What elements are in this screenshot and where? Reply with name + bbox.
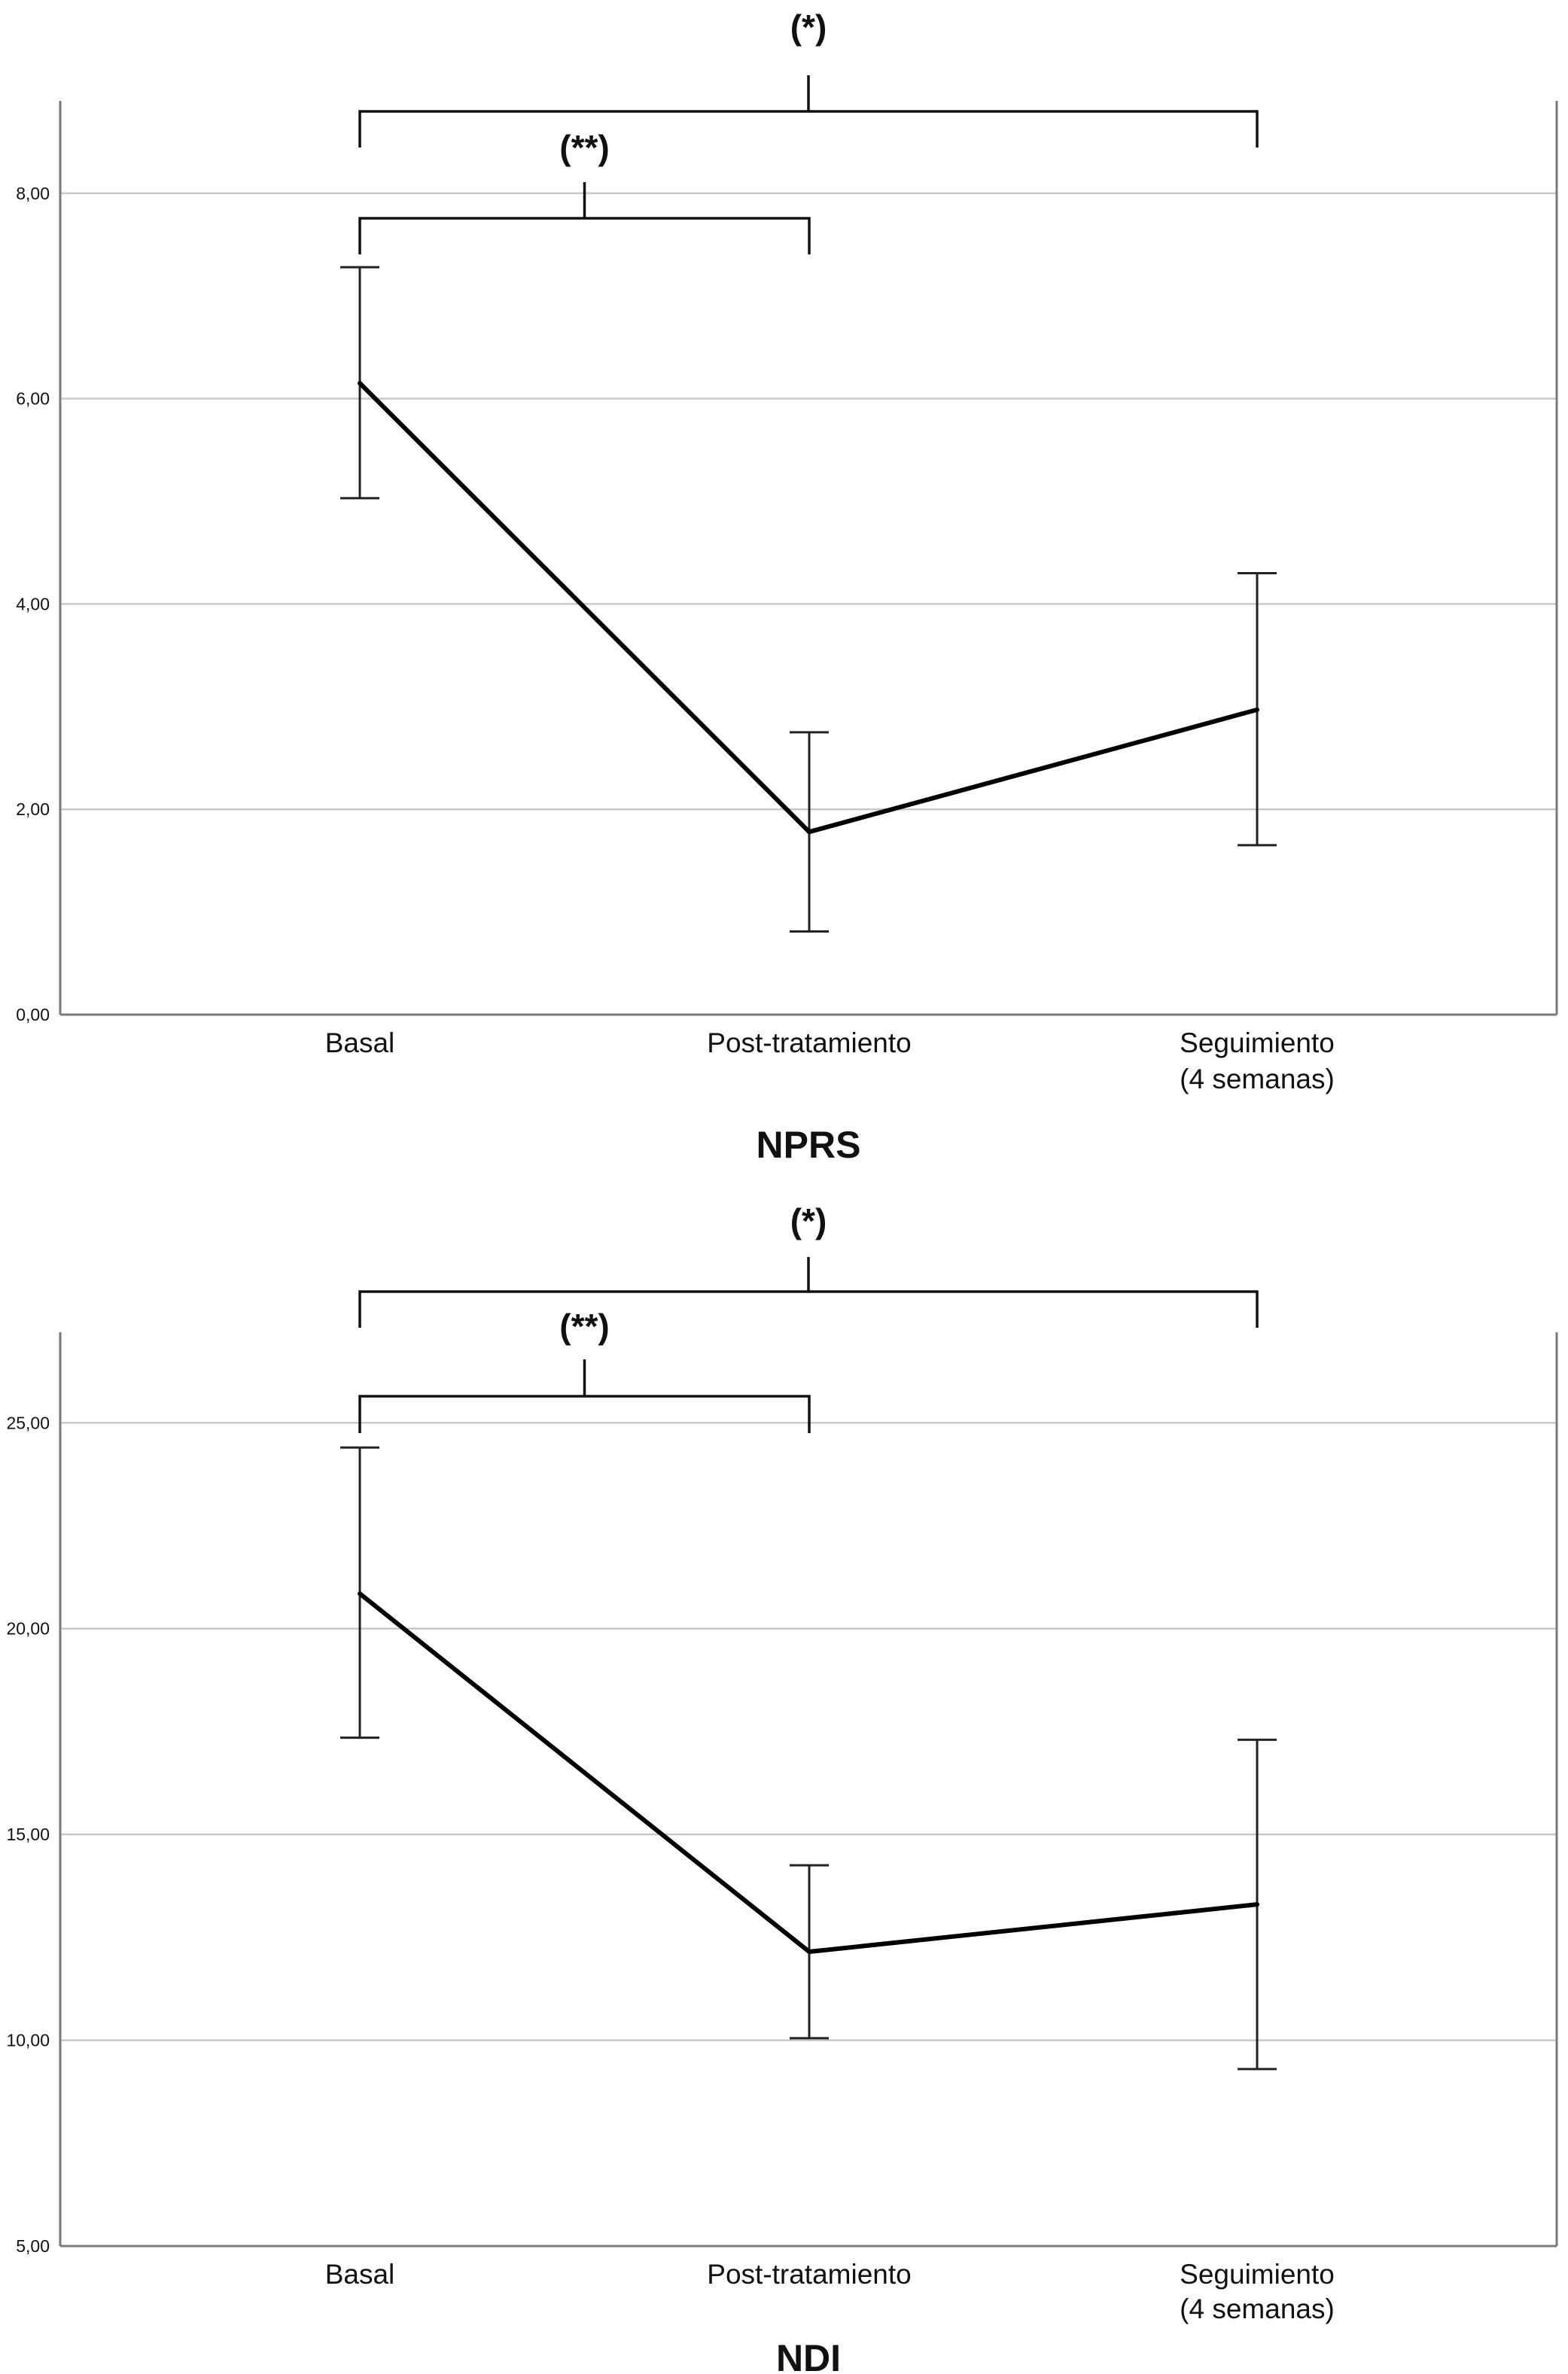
significance-bracket xyxy=(360,111,1257,148)
y-tick-label: 5,00 xyxy=(16,2236,50,2256)
data-point xyxy=(358,381,362,385)
x-tick-label: Post-tratamiento xyxy=(707,1027,912,1058)
data-point xyxy=(807,829,811,834)
data-point xyxy=(1255,708,1259,712)
y-tick-label: 15,00 xyxy=(6,1825,50,1845)
y-tick-label: 4,00 xyxy=(16,594,50,614)
significance-label: (*) xyxy=(790,8,827,47)
y-tick-label: 25,00 xyxy=(6,1413,50,1433)
y-tick-label: 6,00 xyxy=(16,388,50,409)
chart-ndi xyxy=(6,1201,1557,2374)
chart-nprs xyxy=(16,8,1557,1166)
y-tick-label: 8,00 xyxy=(16,183,50,203)
x-tick-sublabel: (4 semanas) xyxy=(1180,1064,1335,1094)
x-tick-label: Seguimiento xyxy=(1180,2259,1335,2290)
y-tick-label: 0,00 xyxy=(16,1005,50,1024)
significance-label: (**) xyxy=(559,1307,610,1346)
x-tick-label: Post-tratamiento xyxy=(707,2259,912,2290)
x-tick-label: Basal xyxy=(324,2259,395,2290)
data-point xyxy=(358,1591,362,1596)
x-tick-label: Seguimiento xyxy=(1180,1027,1335,1058)
significance-bracket xyxy=(360,1292,1257,1328)
significance-bracket xyxy=(360,218,809,254)
chart-title: NPRS xyxy=(756,1124,861,1166)
significance-label: (*) xyxy=(790,1201,827,1240)
y-tick-label: 10,00 xyxy=(6,2030,50,2050)
data-point xyxy=(1255,1902,1259,1907)
data-point xyxy=(807,1949,811,1954)
y-tick-label: 20,00 xyxy=(6,1618,50,1639)
x-tick-sublabel: (4 semanas) xyxy=(1180,2293,1335,2324)
significance-label: (**) xyxy=(559,128,610,167)
significance-bracket xyxy=(360,1396,809,1433)
chart-title: NDI xyxy=(775,2337,842,2374)
y-tick-label: 2,00 xyxy=(16,799,50,820)
x-tick-label: Basal xyxy=(324,1027,395,1058)
